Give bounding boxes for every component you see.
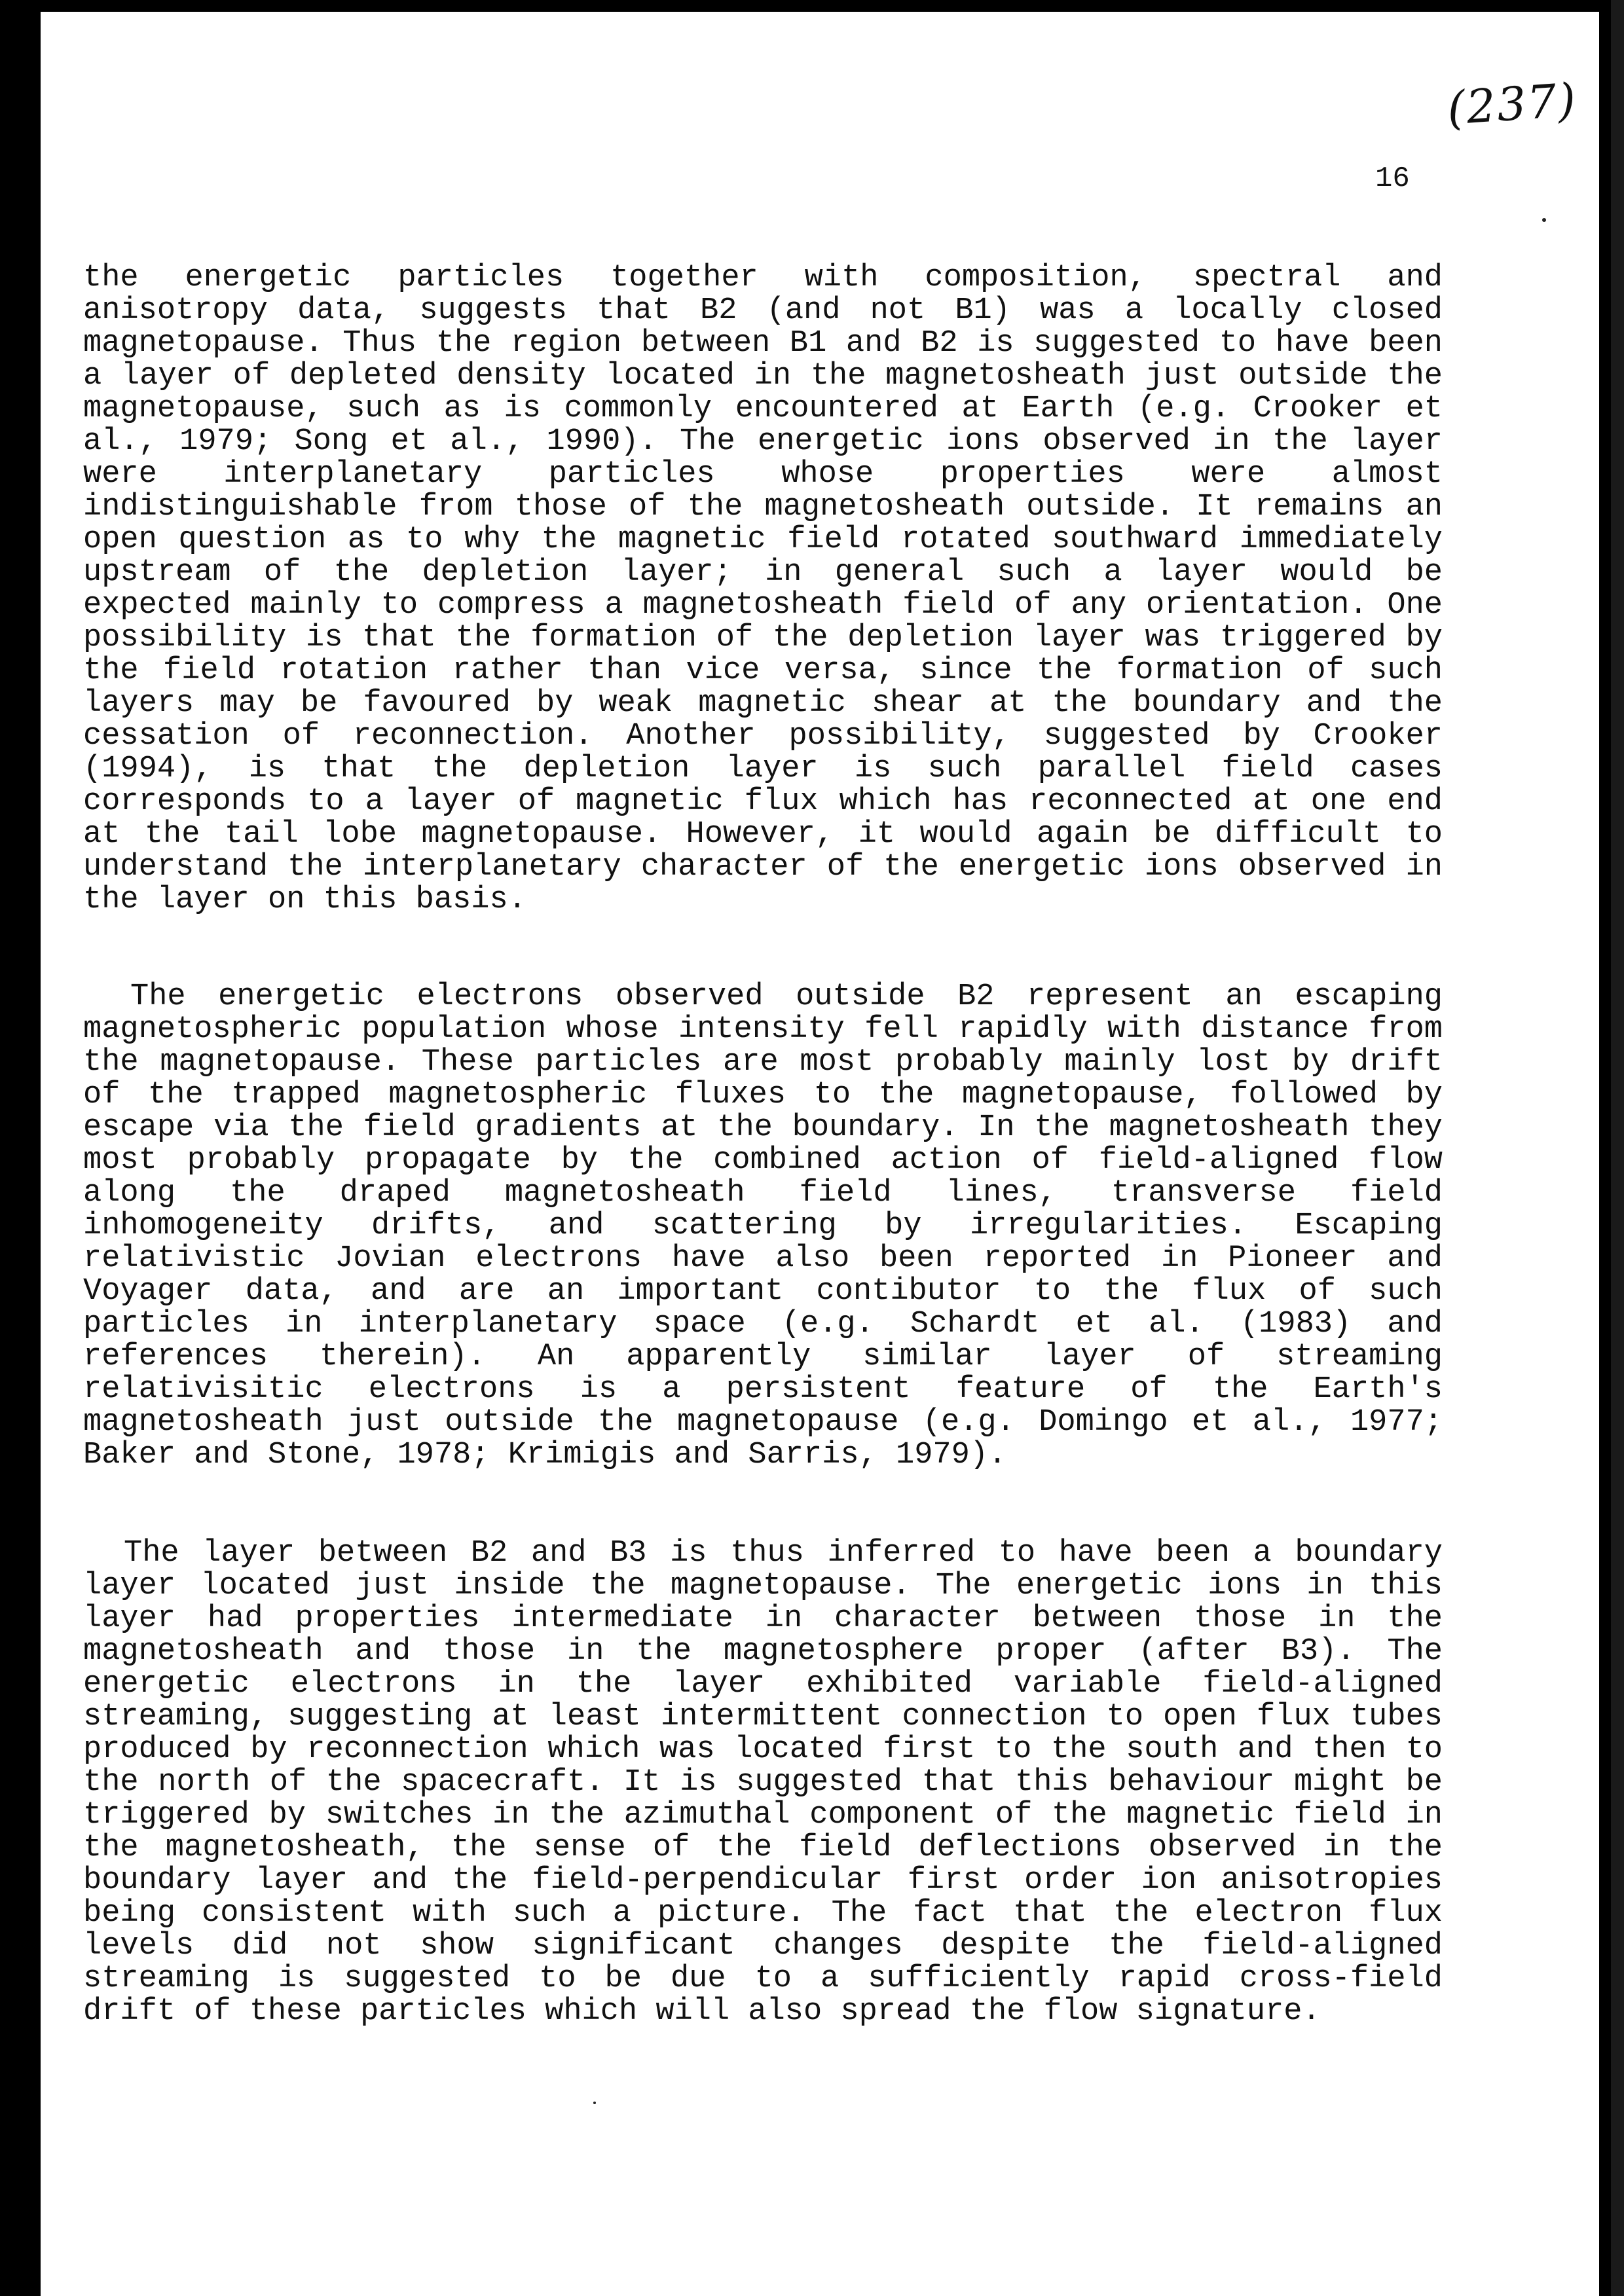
paragraph-text: The layer between B2 and B3 is thus inferred to have been a boundary layer located just inside the magnetopause. The energetic ions in this layer had properties intermediate in character between those in the magnetosheath and those in the magnetosphere proper (after B3). The energetic electrons in the layer exhibited variable field-aligned streaming, suggesting at least intermittent connection to open flux tubes produced by reconnection which was located first to the south and then to the north of the spacecraft. It is suggested that this behaviour might be triggered by switches in the azimuthal component of the magnetic field in the magnetosheath, the sense of the field deflections observed in the boundary layer and the field-perpendicular first order ion anisotropies being consistent with such a picture. The fact that the electron flux levels did not show significant changes despite the field-aligned streaming is suggested to be due to a sufficiently rapid cross-field drift of these particles which will also spread the flow signature.: [83, 1536, 1443, 2029]
scan-speck: [593, 2102, 596, 2104]
paragraph-text: the energetic particles together with composition, spectral and anisotropy data, suggests that B2 (and not B1) was a locally closed magnetopause. Thus the region between B1 and B2 is suggested to have been a layer of depleted density located in the magnetosheath just outside the magnetopause, such as is commonly encountered at Earth (e.g. Crooker et al., 1979; Song et al., 1990). The energetic ions observed in the layer were interplanetary particles whose properties were almost indistinguishable from those of the magnetosheath outside. It remains an open question as to why the magnetic field rotated southward immediately upstream of the depletion layer; in general such a layer would be expected mainly to compress a magnetosheath field of any orientation. One possibility is that the formation of the depletion layer was triggered by the field rotation rather than vice versa, since the formation of such layers may be favoured by weak magnetic shear at the boundary and the cessation of reconnection. Another possibility, suggested by Crooker (1994), is that the depletion layer is such parallel field cases corresponds to a layer of magnetic flux which has reconnected at one end at the tail lobe magnetopause. However, it would again be difficult to understand the interplanetary character of the energetic ions observed in the layer on this basis.: [83, 261, 1443, 917]
body-paragraph-3: [83, 1537, 1443, 2028]
scan-speck: [1542, 218, 1546, 222]
paragraph-text: The energetic electrons observed outside B2 represent an escaping magnetospheric population whose intensity fell rapidly with distance from the magnetopause. These particles are most probably mainly lost by drift of the trapped magnetospheric fluxes to the magnetopause, followed by escape via the field gradients at the boundary. In the magnetosheath they most probably propagate by the combined action of field-aligned flow along the draped magnetosheath field lines, transverse field inhomogeneity drifts, and scattering by irregularities. Escaping relativistic Jovian electrons have also been reported in Pioneer and Voyager data, and are an important contibutor to the flux of such particles in interplanetary space (e.g. Schardt et al. (1983) and references therein). An apparently similar layer of streaming relativisitic electrons is a persistent feature of the Earth's magnetosheath just outside the magnetopause (e.g. Domingo et al., 1977; Baker and Stone, 1978; Krimigis and Sarris, 1979).: [83, 979, 1443, 1472]
scan-edge: [1611, 0, 1624, 2296]
handwritten-page-annotation: (237): [1445, 73, 1579, 136]
page-number: 16: [1375, 162, 1410, 195]
body-paragraph-2: [83, 981, 1443, 1472]
body-paragraph-1: [83, 262, 1443, 917]
